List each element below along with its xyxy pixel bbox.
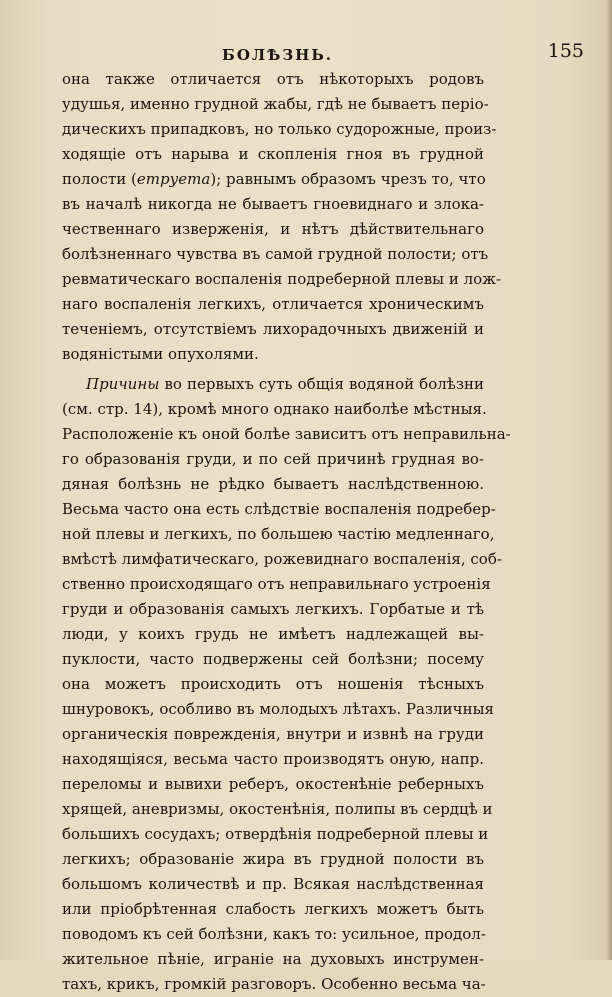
running-head: БОЛѢЗНЬ. — [222, 46, 333, 64]
page-edge-shadow — [606, 0, 612, 960]
text-line: органическія поврежденія, внутри и извнѣ на груди — [62, 725, 484, 743]
text-line: поводомъ къ сей болѣзни, какъ то: усильное, продол- — [62, 925, 486, 943]
text-line: ственно происходящаго отъ неправильнаго устроенія — [62, 575, 491, 593]
text-line: теченіемъ, отсутствіемъ лихорадочныхъ движеній и — [62, 320, 484, 338]
text-line: тахъ, крикъ, громкій разговоръ. Особенно весьма ча- — [62, 975, 486, 993]
text-line: шнуровокъ, особливо въ молодыхъ лѣтахъ. Различныя — [62, 700, 494, 718]
text-line: дяная болѣзнь не рѣдко бываетъ наслѣдственною. — [62, 475, 484, 493]
text-line: Весьма часто она есть слѣдствіе воспаленія подребер- — [62, 500, 496, 518]
section-heading-prichiny: Причины — [86, 375, 160, 393]
text-line: груди и образованія самыхъ легкихъ. Горбатые и тѣ — [62, 600, 484, 618]
page-number: 155 — [547, 40, 584, 62]
italic-term: етруета — [136, 170, 211, 188]
text-line: (см. стр. 14), кромѣ много однако наиболѣе мѣстныя. — [62, 400, 487, 418]
text-line: или пріобрѣтенная слабость легкихъ можетъ быть — [62, 900, 484, 918]
paragraph-end-line: водяністыми опухолями. — [62, 345, 259, 363]
text-line: вмѣстѣ лимфатическаго, рожевиднаго воспаленія, соб- — [62, 550, 502, 568]
text-line: легкихъ; образованіе жира въ грудной полости въ — [62, 850, 484, 868]
text-line: дическихъ припадковъ, но только судорожные, произ- — [62, 120, 497, 138]
text-line: жительное пѣніе, играніе на духовыхъ инструмен- — [62, 950, 484, 968]
body-text — [62, 67, 511, 997]
text-line: чественнаго изверженія, и нѣтъ дѣйствительнаго — [62, 220, 484, 238]
text-line-with-italic: полости (етруета); равнымъ образомъ чрезъ то, что — [62, 170, 486, 188]
text-line: ходящіе отъ нарыва и скопленія гноя въ грудной — [62, 145, 484, 163]
paragraph-start-line: Причины во первыхъ суть общія водяной болѣзни — [86, 375, 484, 393]
text-line: переломы и вывихи реберъ, окостенѣніе реберныхъ — [62, 775, 484, 793]
text-line: ревматическаго воспаленія подреберной плевы и лож- — [62, 270, 502, 288]
text-line: большомъ количествѣ и пр. Всякая наслѣдственная — [62, 875, 484, 893]
text-line: она также отличается отъ нѣкоторыхъ родовъ — [62, 70, 484, 88]
text-line: хрящей, аневризмы, окостенѣнія, полипы въ сердцѣ и — [62, 800, 493, 818]
text-line: наго воспаленія легкихъ, отличается хроническимъ — [62, 295, 484, 313]
text-line: въ началѣ никогда не бываетъ гноевиднаго и злока- — [62, 195, 484, 213]
text-line: болѣзненнаго чувства въ самой грудной полости; отъ — [62, 245, 489, 263]
text-line: Расположеніе къ оной болѣе зависитъ отъ неправильна- — [62, 425, 511, 443]
text-line: ной плевы и легкихъ, по большею частію медленнаго, — [62, 525, 495, 543]
text-line: го образованія груди, и по сей причинѣ грудная во- — [62, 450, 484, 468]
page-header — [62, 40, 584, 66]
text-line: люди, у коихъ грудь не имѣетъ надлежащей вы- — [62, 625, 484, 643]
text-line: пуклости, часто подвержены сей болѣзни; посему — [62, 650, 484, 668]
text-line: находящіяся, весьма часто производятъ оную, напр. — [62, 750, 484, 768]
text-line: удушья, именно грудной жабы, гдѣ не бываетъ періо- — [62, 95, 489, 113]
text-line: она можетъ происходить отъ ношенія тѣсныхъ — [62, 675, 484, 693]
text-line: большихъ сосудахъ; отвердѣнія подреберной плевы и — [62, 825, 489, 843]
